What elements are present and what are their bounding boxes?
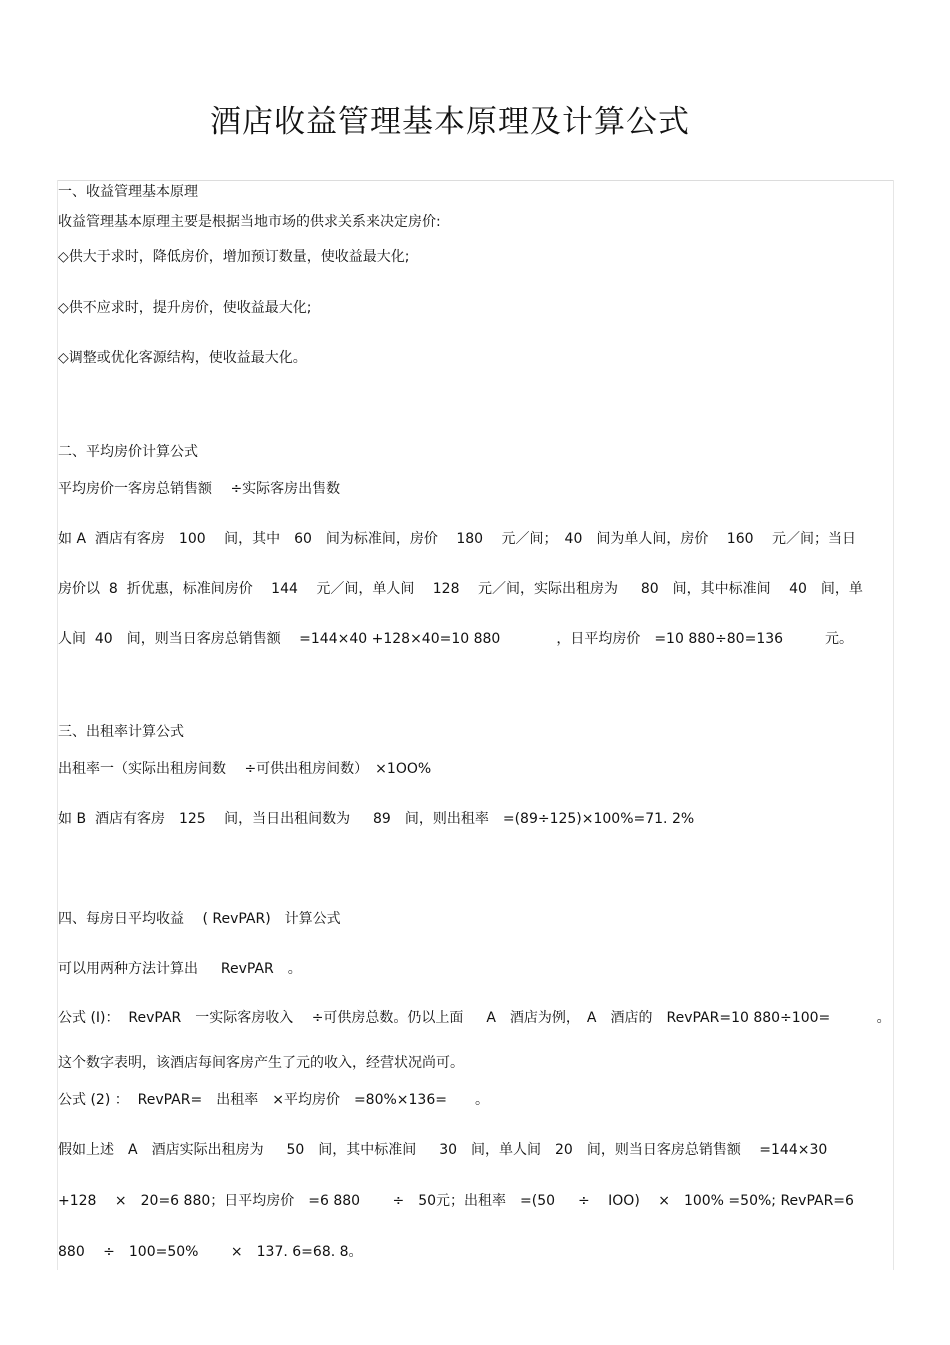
content-frame-top-border [57, 180, 893, 181]
paragraph-line: 房价以 8 折优惠，标准间房价 144 元／间，单人间 128 元／间，实际出租房为 80 间，其中标准间 40 间，单 [58, 581, 863, 597]
paragraph-line: 如 A 酒店有客房 100 间，其中 60 间为标准间，房价 180 元／间； 40 间为单人间，房价 160 元／间；当日 [58, 531, 856, 547]
paragraph-line: 假如上述 A 酒店实际出租房为 50 间，其中标准间 30 间，单人间 20 间，则当日客房总销售额 =144×30 [58, 1142, 828, 1158]
paragraph-line: 880 ÷ 100=50% × 137. 6=68. 8。 [58, 1244, 363, 1260]
paragraph-line: 人间 40 间，则当日客房总销售额 =144×40 +128×40=10 880 ，日平均房价 =10 880÷80=136 元。 [58, 631, 854, 647]
bullet-item: ◇调整或优化客源结构，使收益最大化。 [58, 350, 307, 366]
section-heading-4: 四、每房日平均收益 ( RevPAR) 计算公式 [58, 911, 341, 927]
page-title: 酒店收益管理基本原理及计算公式 [210, 104, 690, 140]
section-heading-2: 二、平均房价计算公式 [58, 444, 198, 460]
section-heading-3: 三、出租率计算公式 [58, 724, 184, 740]
formula-line: 公式 (2) ： RevPAR= 出租率 ×平均房价 =80%×136= 。 [58, 1092, 489, 1108]
content-frame-right-border [893, 180, 894, 1270]
formula-line: 平均房价一客房总销售额 ÷实际客房出售数 [58, 481, 341, 497]
section-heading-1: 一、收益管理基本原理 [58, 184, 198, 200]
paragraph-line: 收益管理基本原理主要是根据当地市场的供求关系来决定房价: [58, 214, 441, 230]
paragraph-line: +128 × 20=6 880；日平均房价 =6 880 ÷ 50元；出租率 =(50 ÷ IOO) × 100% =50%; RevPAR=6 [58, 1193, 854, 1209]
paragraph-line: 如 B 酒店有客房 125 间，当日出租间数为 89 间，则出租率 =(89÷125)×100%=71. 2% [58, 811, 695, 827]
bullet-item: ◇供大于求时，降低房价，增加预订数量，使收益最大化; [58, 249, 410, 265]
paragraph-line: 可以用两种方法计算出 RevPAR 。 [58, 961, 302, 977]
paragraph-line: 这个数字表明，该酒店每间客房产生了元的收入，经营状况尚可。 [58, 1055, 464, 1071]
bullet-item: ◇供不应求时，提升房价，使收益最大化; [58, 300, 312, 316]
formula-line: 公式 (I)： RevPAR 一实际客房收入 ÷可供房总数。仍以上面 A 酒店为例， A 酒店的 RevPAR=10 880÷100= 。 [58, 1010, 891, 1026]
formula-line: 出租率一（实际出租房间数 ÷可供出租房间数） ×1OO% [58, 761, 432, 777]
